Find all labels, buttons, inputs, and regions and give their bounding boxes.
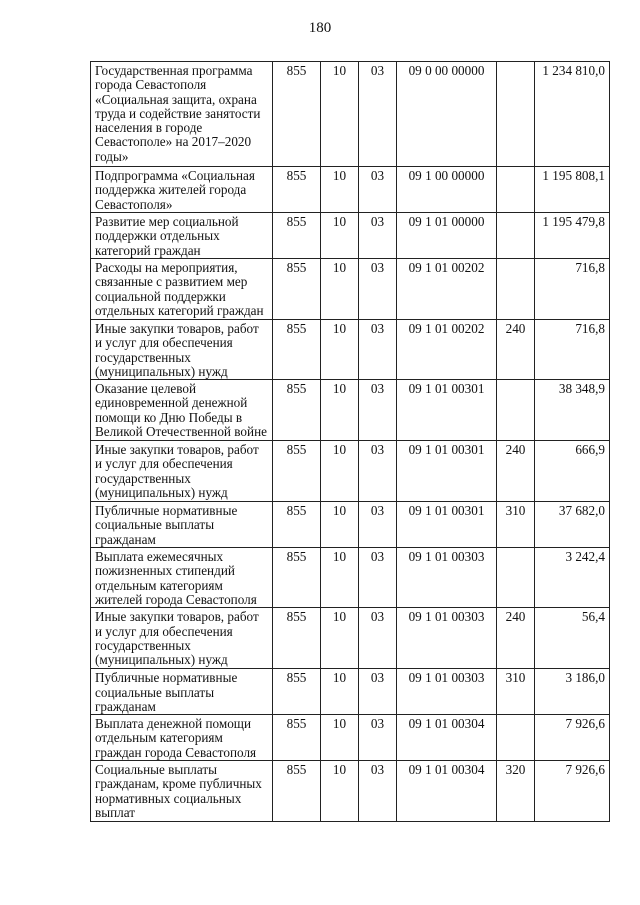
row-target-article: 09 1 01 00301 bbox=[397, 502, 497, 548]
row-target-article: 09 1 01 00304 bbox=[397, 761, 497, 822]
row-grbs: 855 bbox=[273, 548, 321, 608]
row-amount: 666,9 bbox=[535, 441, 610, 502]
row-target-article: 09 1 01 00301 bbox=[397, 441, 497, 502]
row-name: Иные закупки товаров, работ и услуг для обеспечения государственных (муниципальных) нужд bbox=[91, 441, 273, 502]
row-expense-type bbox=[497, 548, 535, 608]
row-grbs: 855 bbox=[273, 213, 321, 259]
table-row bbox=[91, 167, 610, 213]
row-section: 10 bbox=[321, 259, 359, 320]
row-expense-type bbox=[497, 62, 535, 167]
row-target-article: 09 1 01 00303 bbox=[397, 548, 497, 608]
row-grbs: 855 bbox=[273, 608, 321, 669]
row-grbs: 855 bbox=[273, 761, 321, 822]
row-grbs: 855 bbox=[273, 669, 321, 715]
row-subsection: 03 bbox=[359, 213, 397, 259]
row-section: 10 bbox=[321, 669, 359, 715]
row-expense-type: 310 bbox=[497, 669, 535, 715]
row-amount: 38 348,9 bbox=[535, 380, 610, 441]
row-expense-type bbox=[497, 167, 535, 213]
row-target-article: 09 1 01 00304 bbox=[397, 715, 497, 761]
row-section: 10 bbox=[321, 380, 359, 441]
row-section: 10 bbox=[321, 715, 359, 761]
row-subsection: 03 bbox=[359, 441, 397, 502]
table-row bbox=[91, 608, 610, 669]
row-name: Публичные нормативные социальные выплаты гражданам bbox=[91, 669, 273, 715]
row-name: Развитие мер социальной поддержки отдельных категорий граждан bbox=[91, 213, 273, 259]
row-section: 10 bbox=[321, 502, 359, 548]
row-subsection: 03 bbox=[359, 761, 397, 822]
row-amount: 7 926,6 bbox=[535, 715, 610, 761]
row-subsection: 03 bbox=[359, 608, 397, 669]
row-section: 10 bbox=[321, 761, 359, 822]
row-expense-type: 240 bbox=[497, 441, 535, 502]
row-name: Оказание целевой единовременной денежной помощи ко Дню Победы в Великой Отечественной войне bbox=[91, 380, 273, 441]
budget-table bbox=[90, 61, 610, 822]
row-grbs: 855 bbox=[273, 441, 321, 502]
row-subsection: 03 bbox=[359, 715, 397, 761]
row-expense-type: 240 bbox=[497, 608, 535, 669]
page-number: 180 bbox=[308, 20, 332, 36]
row-name: Выплата ежемесячных пожизненных стипендий отдельным категориям жителей города Севастополя bbox=[91, 548, 273, 608]
row-expense-type: 240 bbox=[497, 320, 535, 380]
row-section: 10 bbox=[321, 213, 359, 259]
row-expense-type bbox=[497, 259, 535, 320]
row-subsection: 03 bbox=[359, 62, 397, 167]
row-subsection: 03 bbox=[359, 380, 397, 441]
row-grbs: 855 bbox=[273, 320, 321, 380]
row-target-article: 09 1 01 00202 bbox=[397, 259, 497, 320]
table-row bbox=[91, 380, 610, 441]
row-subsection: 03 bbox=[359, 259, 397, 320]
row-expense-type bbox=[497, 213, 535, 259]
row-amount: 1 234 810,0 bbox=[535, 62, 610, 167]
table-row bbox=[91, 320, 610, 380]
row-subsection: 03 bbox=[359, 320, 397, 380]
table-row bbox=[91, 259, 610, 320]
row-expense-type: 320 bbox=[497, 761, 535, 822]
row-section: 10 bbox=[321, 320, 359, 380]
row-grbs: 855 bbox=[273, 62, 321, 167]
table-row bbox=[91, 669, 610, 715]
row-section: 10 bbox=[321, 167, 359, 213]
row-name: Публичные нормативные социальные выплаты гражданам bbox=[91, 502, 273, 548]
table-body bbox=[91, 62, 610, 822]
row-name: Расходы на мероприятия, связанные с развитием мер социальной поддержки отдельных категорий граждан bbox=[91, 259, 273, 320]
row-name: Подпрограмма «Социальная поддержка жителей города Севастополя» bbox=[91, 167, 273, 213]
row-name: Иные закупки товаров, работ и услуг для обеспечения государственных (муниципальных) нужд bbox=[91, 320, 273, 380]
row-amount: 56,4 bbox=[535, 608, 610, 669]
row-grbs: 855 bbox=[273, 380, 321, 441]
row-section: 10 bbox=[321, 608, 359, 669]
row-amount: 3 186,0 bbox=[535, 669, 610, 715]
row-target-article: 09 1 01 00202 bbox=[397, 320, 497, 380]
row-amount: 716,8 bbox=[535, 320, 610, 380]
row-subsection: 03 bbox=[359, 167, 397, 213]
row-grbs: 855 bbox=[273, 715, 321, 761]
row-target-article: 09 0 00 00000 bbox=[397, 62, 497, 167]
row-target-article: 09 1 01 00000 bbox=[397, 213, 497, 259]
table-row bbox=[91, 502, 610, 548]
row-target-article: 09 1 00 00000 bbox=[397, 167, 497, 213]
row-amount: 7 926,6 bbox=[535, 761, 610, 822]
row-target-article: 09 1 01 00303 bbox=[397, 608, 497, 669]
row-grbs: 855 bbox=[273, 502, 321, 548]
row-amount: 716,8 bbox=[535, 259, 610, 320]
table-row bbox=[91, 761, 610, 822]
row-amount: 37 682,0 bbox=[535, 502, 610, 548]
table-row bbox=[91, 715, 610, 761]
row-subsection: 03 bbox=[359, 669, 397, 715]
row-amount: 1 195 808,1 bbox=[535, 167, 610, 213]
row-expense-type: 310 bbox=[497, 502, 535, 548]
row-grbs: 855 bbox=[273, 167, 321, 213]
row-subsection: 03 bbox=[359, 548, 397, 608]
row-target-article: 09 1 01 00301 bbox=[397, 380, 497, 441]
row-name: Государственная программа города Севастополя «Социальная защита, охрана труда и содействие занятости населения в городе Севастополе» на 2017–2020 годы» bbox=[91, 62, 273, 167]
row-subsection: 03 bbox=[359, 502, 397, 548]
row-target-article: 09 1 01 00303 bbox=[397, 669, 497, 715]
table-row bbox=[91, 62, 610, 167]
row-name: Иные закупки товаров, работ и услуг для обеспечения государственных (муниципальных) нужд bbox=[91, 608, 273, 669]
row-amount: 1 195 479,8 bbox=[535, 213, 610, 259]
table-row bbox=[91, 213, 610, 259]
row-grbs: 855 bbox=[273, 259, 321, 320]
row-amount: 3 242,4 bbox=[535, 548, 610, 608]
row-name: Выплата денежной помощи отдельным категориям граждан города Севастополя bbox=[91, 715, 273, 761]
table-row bbox=[91, 441, 610, 502]
row-section: 10 bbox=[321, 441, 359, 502]
row-section: 10 bbox=[321, 62, 359, 167]
row-name: Социальные выплаты гражданам, кроме публичных нормативных социальных выплат bbox=[91, 761, 273, 822]
row-section: 10 bbox=[321, 548, 359, 608]
table-row bbox=[91, 548, 610, 608]
row-expense-type bbox=[497, 380, 535, 441]
row-expense-type bbox=[497, 715, 535, 761]
